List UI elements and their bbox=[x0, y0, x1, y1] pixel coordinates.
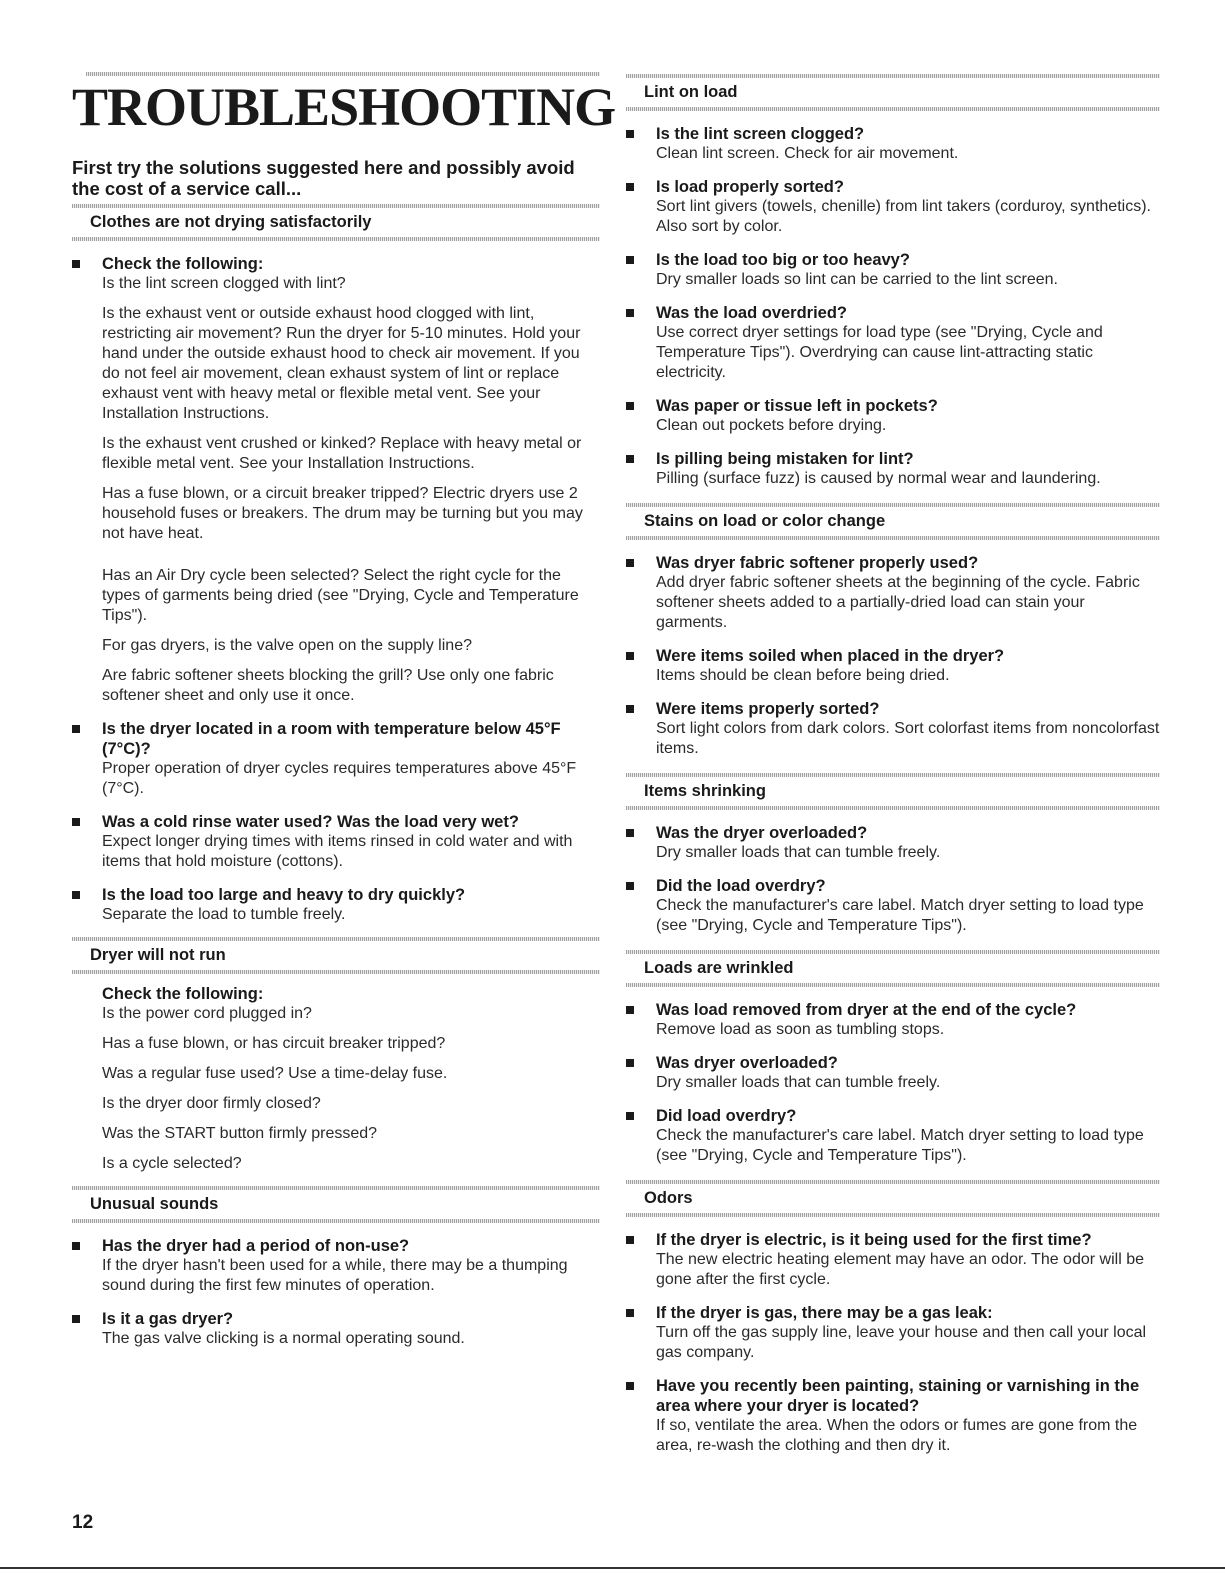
item-answer: Items should be clean before being dried. bbox=[656, 667, 950, 684]
item-answer: If the dryer hasn't been used for a while, there may be a thumping sound during the first few minutes of operation. bbox=[102, 1257, 568, 1294]
troubleshoot-item bbox=[626, 1230, 1160, 1290]
troubleshoot-item bbox=[626, 699, 1160, 759]
section-rule bbox=[72, 204, 600, 208]
section-items-shrinking bbox=[626, 773, 1160, 936]
section-heading: Items shrinking bbox=[644, 782, 766, 800]
bullet-icon bbox=[626, 309, 634, 317]
item-question: Is the lint screen clogged? bbox=[656, 125, 865, 143]
item-question: Have you recently been painting, staining or varnishing in the area where your dryer is located? bbox=[656, 1377, 1140, 1415]
section-rule bbox=[626, 107, 1160, 111]
section-rule bbox=[626, 503, 1160, 507]
bullet-icon bbox=[626, 183, 634, 191]
troubleshoot-item bbox=[626, 250, 1160, 290]
left-column bbox=[72, 204, 600, 1349]
item-answer: Dry smaller loads that can tumble freely. bbox=[656, 1074, 941, 1091]
section-heading: Clothes are not drying satisfactorily bbox=[90, 213, 372, 231]
item-answer: Check the manufacturer's care label. Match dryer setting to load type (see "Drying, Cycle and Temperature Tips"). bbox=[656, 1127, 1144, 1164]
troubleshoot-item bbox=[626, 177, 1160, 237]
troubleshoot-item bbox=[72, 719, 600, 799]
section-rule bbox=[72, 937, 600, 941]
item-question: Has the dryer had a period of non-use? bbox=[102, 1237, 410, 1255]
troubleshoot-item bbox=[72, 812, 600, 872]
item-paragraph: Is the lint screen clogged with lint? bbox=[102, 275, 346, 292]
bullet-icon bbox=[626, 1006, 634, 1014]
item-question: Check the following: bbox=[102, 985, 264, 1003]
item-paragraph: Are fabric softener sheets blocking the grill? Use only one fabric softener sheet and only use it once. bbox=[102, 667, 554, 704]
page-title: TROUBLESHOOTING bbox=[72, 77, 616, 137]
item-question: If the dryer is electric, is it being used for the first time? bbox=[656, 1231, 1092, 1249]
item-answer: The new electric heating element may have an odor. The odor will be gone after the first cycle. bbox=[656, 1251, 1144, 1288]
item-paragraph: Is the exhaust vent or outside exhaust hood clogged with lint, restricting air movement? Run the dryer for 5-10 minutes. Hold your hand under the outside exhaust hood to check air movement. If you do not feel air movement, clean exhaust system of lint or replace exhaust vent with heavy metal or flexible metal vent. See your Installation Instructions. bbox=[102, 305, 581, 422]
item-question: Were items soiled when placed in the dryer? bbox=[656, 647, 1005, 665]
bullet-icon bbox=[626, 1309, 634, 1317]
bullet-icon bbox=[626, 1382, 634, 1390]
bullet-icon bbox=[72, 1242, 80, 1250]
section-heading: Unusual sounds bbox=[90, 1195, 219, 1213]
troubleshoot-item bbox=[626, 646, 1160, 686]
section-stains-color-change bbox=[626, 503, 1160, 759]
item-answer: Remove load as soon as tumbling stops. bbox=[656, 1021, 945, 1038]
item-question: Was dryer overloaded? bbox=[656, 1054, 838, 1072]
item-paragraph: Has a fuse blown, or has circuit breaker tripped? bbox=[102, 1035, 446, 1052]
item-question: Was the dryer overloaded? bbox=[656, 824, 868, 842]
bullet-icon bbox=[626, 130, 634, 138]
troubleshoot-item bbox=[626, 1376, 1160, 1456]
section-heading: Odors bbox=[644, 1189, 693, 1207]
troubleshoot-item bbox=[626, 124, 1160, 164]
bullet-icon bbox=[626, 559, 634, 567]
troubleshoot-item bbox=[72, 1236, 600, 1296]
troubleshoot-item bbox=[626, 396, 1160, 436]
item-paragraph: Is the dryer door firmly closed? bbox=[102, 1095, 321, 1112]
section-rule bbox=[626, 983, 1160, 987]
item-paragraph: Is the exhaust vent crushed or kinked? Replace with heavy metal or flexible metal vent. See your Installation Instructions. bbox=[102, 435, 582, 472]
section-rule bbox=[72, 1186, 600, 1190]
page-number: 12 bbox=[72, 1512, 94, 1533]
item-answer: Clean lint screen. Check for air movement. bbox=[656, 145, 959, 162]
section-rule bbox=[626, 1180, 1160, 1184]
item-question: Is the load too big or too heavy? bbox=[656, 251, 910, 269]
section-rule bbox=[626, 806, 1160, 810]
bullet-icon bbox=[626, 829, 634, 837]
troubleshoot-item bbox=[72, 984, 600, 1174]
section-heading: Lint on load bbox=[644, 83, 738, 101]
section-heading: Dryer will not run bbox=[90, 946, 226, 964]
bullet-icon bbox=[72, 818, 80, 826]
item-answer: Sort light colors from dark colors. Sort colorfast items from noncolorfast items. bbox=[656, 720, 1160, 757]
troubleshoot-item bbox=[626, 823, 1160, 863]
page-bottom-rule bbox=[0, 1567, 1225, 1569]
section-dryer-will-not-run bbox=[72, 937, 600, 1174]
section-rule bbox=[626, 74, 1160, 78]
section-clothes-not-drying bbox=[72, 204, 600, 925]
bullet-icon bbox=[626, 1112, 634, 1120]
item-paragraph: Was the START button firmly pressed? bbox=[102, 1125, 378, 1142]
item-question: Check the following: bbox=[102, 255, 264, 273]
troubleshoot-item bbox=[72, 254, 600, 706]
bullet-icon bbox=[626, 1059, 634, 1067]
section-rule bbox=[626, 1213, 1160, 1217]
item-question: Is pilling being mistaken for lint? bbox=[656, 450, 914, 468]
bullet-icon bbox=[72, 891, 80, 899]
section-heading: Stains on load or color change bbox=[644, 512, 886, 530]
section-rule bbox=[72, 237, 600, 241]
bullet-icon bbox=[626, 652, 634, 660]
section-lint-on-load bbox=[626, 74, 1160, 489]
troubleshoot-item bbox=[626, 1000, 1160, 1040]
item-answer: Dry smaller loads that can tumble freely. bbox=[656, 844, 941, 861]
item-paragraph: Has an Air Dry cycle been selected? Select the right cycle for the types of garments being dried (see "Drying, Cycle and Temperature Tips"). bbox=[102, 567, 579, 624]
item-question: Is the load too large and heavy to dry quickly? bbox=[102, 886, 466, 904]
section-unusual-sounds bbox=[72, 1186, 600, 1349]
item-question: Did load overdry? bbox=[656, 1107, 797, 1125]
troubleshoot-item bbox=[72, 885, 600, 925]
troubleshoot-item bbox=[626, 303, 1160, 383]
item-answer: Separate the load to tumble freely. bbox=[102, 906, 346, 923]
section-rule bbox=[626, 950, 1160, 954]
item-question: Did the load overdry? bbox=[656, 877, 826, 895]
bullet-icon bbox=[72, 725, 80, 733]
item-answer: Turn off the gas supply line, leave your house and then call your local gas company. bbox=[656, 1324, 1147, 1361]
bullet-icon bbox=[626, 256, 634, 264]
bullet-icon bbox=[72, 1315, 80, 1323]
item-answer: The gas valve clicking is a normal operating sound. bbox=[102, 1330, 465, 1347]
item-answer: Clean out pockets before drying. bbox=[656, 417, 887, 434]
item-answer: Sort lint givers (towels, chenille) from lint takers (corduroy, synthetics). Also sort by color. bbox=[656, 198, 1151, 235]
item-answer: Use correct dryer settings for load type (see "Drying, Cycle and Temperature Tips"). Overdrying can cause lint-attracting static electricity. bbox=[656, 324, 1103, 381]
right-column bbox=[626, 74, 1160, 1456]
item-answer: Dry smaller loads so lint can be carried to the lint screen. bbox=[656, 271, 1058, 288]
item-answer: Proper operation of dryer cycles requires temperatures above 45°F (7°C). bbox=[102, 760, 577, 797]
item-question: Was a cold rinse water used? Was the load very wet? bbox=[102, 813, 519, 831]
bullet-icon bbox=[626, 1236, 634, 1244]
item-paragraph: Has a fuse blown, or a circuit breaker tripped? Electric dryers use 2 household fuses or breakers. The drum may be turning but you may not have heat. bbox=[102, 485, 583, 542]
item-answer: If so, ventilate the area. When the odors or fumes are gone from the area, re-wash the clothing and then dry it. bbox=[656, 1417, 1138, 1454]
item-paragraph: Was a regular fuse used? Use a time-delay fuse. bbox=[102, 1065, 448, 1082]
item-question: Is it a gas dryer? bbox=[102, 1310, 234, 1328]
troubleshoot-item bbox=[626, 1106, 1160, 1166]
troubleshoot-item bbox=[626, 1053, 1160, 1093]
section-rule bbox=[72, 970, 600, 974]
item-question: Was dryer fabric softener properly used? bbox=[656, 554, 979, 572]
section-rule bbox=[72, 1219, 600, 1223]
item-question: Was the load overdried? bbox=[656, 304, 848, 322]
item-answer: Expect longer drying times with items rinsed in cold water and with items that hold moisture (cottons). bbox=[102, 833, 573, 870]
section-rule bbox=[626, 773, 1160, 777]
troubleshoot-item bbox=[626, 553, 1160, 633]
bullet-icon bbox=[626, 705, 634, 713]
intro-text: First try the solutions suggested here and possibly avoid the cost of a service call... bbox=[72, 157, 575, 199]
item-paragraph: Is a cycle selected? bbox=[102, 1155, 242, 1172]
bullet-icon bbox=[626, 402, 634, 410]
bullet-icon bbox=[72, 260, 80, 268]
troubleshoot-item bbox=[626, 449, 1160, 489]
item-paragraph: Is the power cord plugged in? bbox=[102, 1005, 312, 1022]
troubleshoot-item bbox=[72, 1309, 600, 1349]
troubleshoot-item bbox=[626, 1303, 1160, 1363]
item-answer: Check the manufacturer's care label. Match dryer setting to load type (see "Drying, Cycle and Temperature Tips"). bbox=[656, 897, 1144, 934]
item-answer: Pilling (surface fuzz) is caused by normal wear and laundering. bbox=[656, 470, 1101, 487]
item-question: Is the dryer located in a room with temperature below 45°F (7°C)? bbox=[102, 720, 561, 758]
section-odors bbox=[626, 1180, 1160, 1456]
item-question: Were items properly sorted? bbox=[656, 700, 880, 718]
bullet-icon bbox=[626, 455, 634, 463]
section-loads-wrinkled bbox=[626, 950, 1160, 1166]
top-rule-left bbox=[86, 72, 600, 76]
bullet-icon bbox=[626, 882, 634, 890]
section-heading: Loads are wrinkled bbox=[644, 959, 794, 977]
item-question: If the dryer is gas, there may be a gas leak: bbox=[656, 1304, 993, 1322]
troubleshoot-item bbox=[626, 876, 1160, 936]
item-paragraph: For gas dryers, is the valve open on the supply line? bbox=[102, 637, 472, 654]
item-question: Is load properly sorted? bbox=[656, 178, 844, 196]
section-rule bbox=[626, 536, 1160, 540]
item-answer: Add dryer fabric softener sheets at the beginning of the cycle. Fabric softener sheets added to a partially-dried load can stain your garments. bbox=[656, 574, 1140, 631]
item-question: Was load removed from dryer at the end of the cycle? bbox=[656, 1001, 1077, 1019]
item-question: Was paper or tissue left in pockets? bbox=[656, 397, 938, 415]
